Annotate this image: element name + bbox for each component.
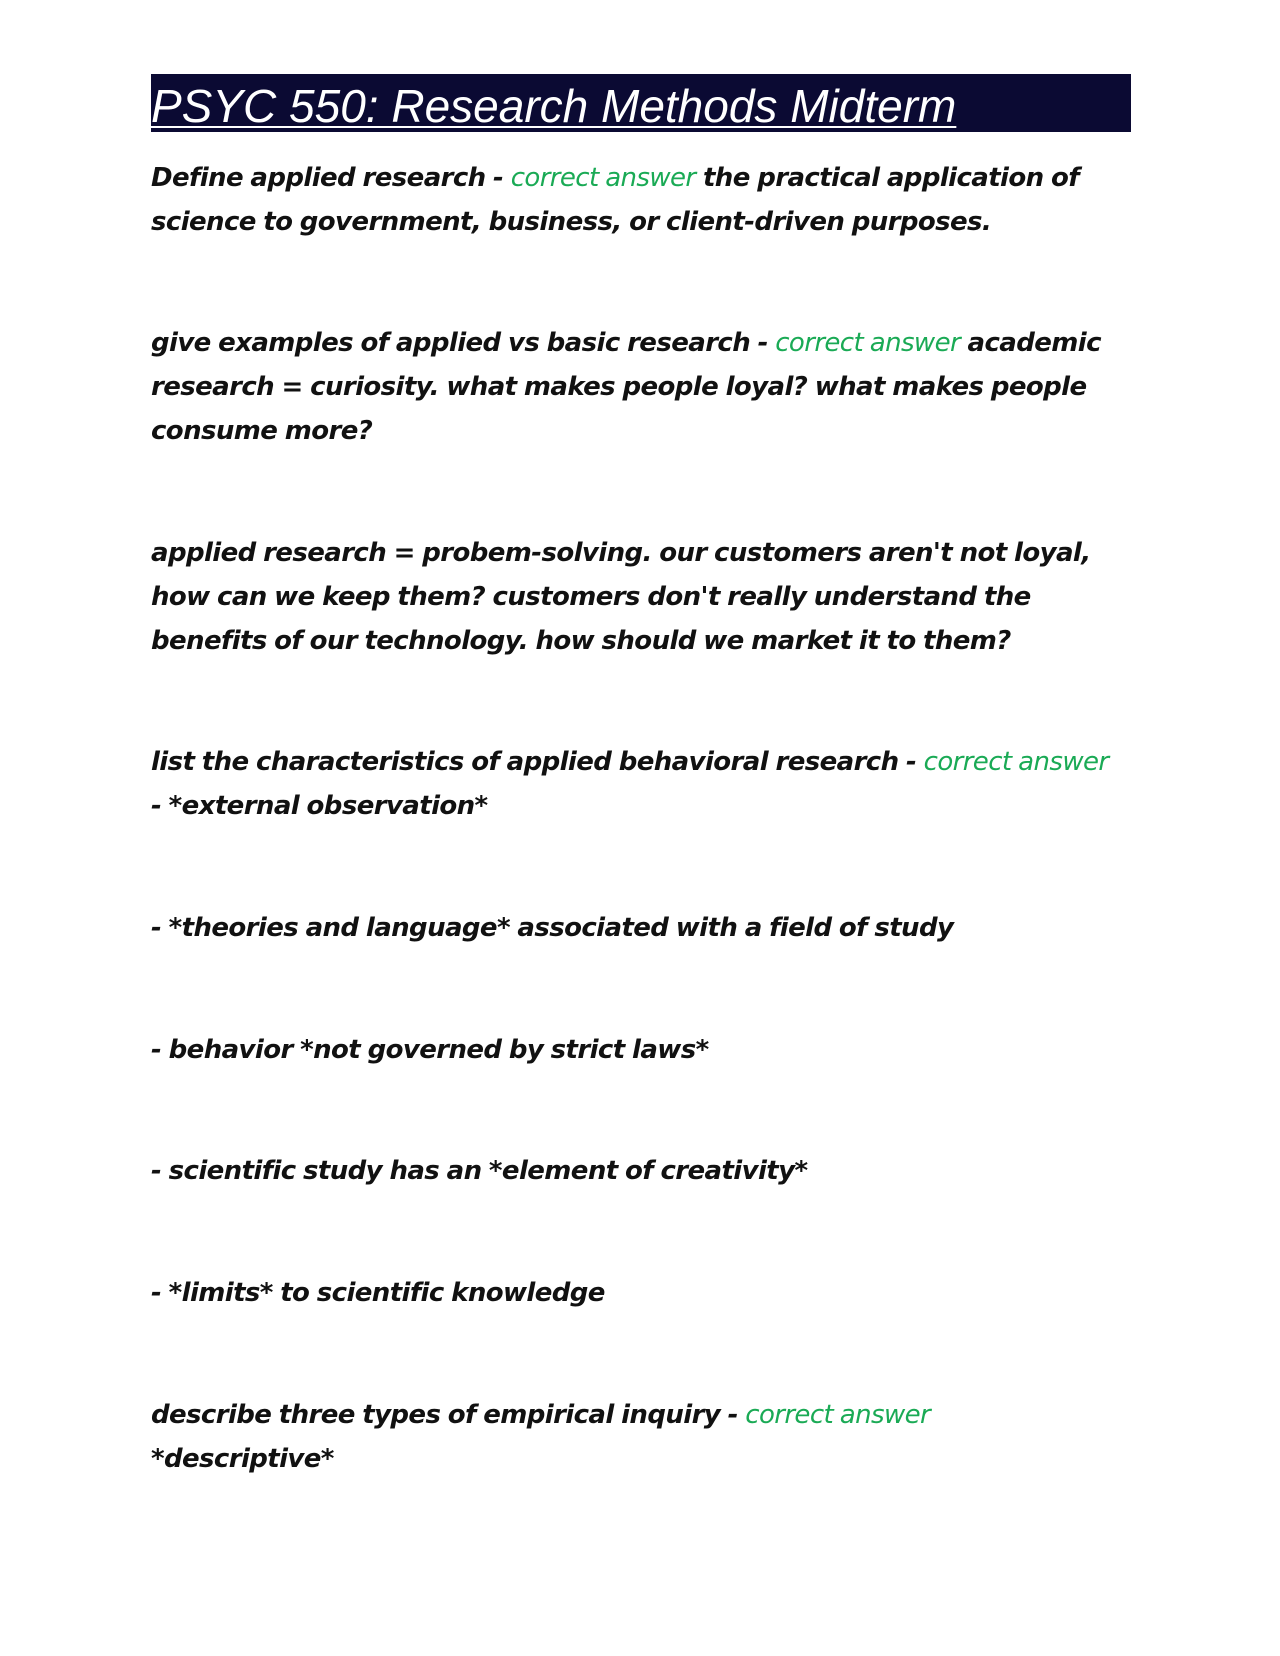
answer-text: applied research = probem-solving. our customers aren't not loyal, <box>151 538 1091 568</box>
answer-text: how can we keep them? customers don't really understand the <box>151 582 1031 612</box>
correct-answer-label: correct answer <box>923 747 1109 777</box>
bullet-text: - *limits* to scientific knowledge <box>151 1278 605 1308</box>
bullet-text: - behavior *not governed by strict laws* <box>151 1035 709 1065</box>
answer-text: the practical application of <box>695 163 1079 193</box>
qa-item-applied-vs-basic <box>151 321 1101 453</box>
correct-answer-label: correct answer <box>745 1400 931 1430</box>
correct-answer-label: correct answer <box>510 163 696 193</box>
document-title: PSYC 550: Research Methods Midterm <box>151 80 957 132</box>
question-text: list the characteristics of applied behavioral research - <box>151 747 924 777</box>
answer-text: consume more? <box>151 416 373 446</box>
bullet-text: - *theories and language* associated with a field of study <box>151 913 954 943</box>
answer-text: benefits of our technology. how should we market it to them? <box>151 626 1011 656</box>
question-text: describe three types of empirical inquiry - <box>151 1400 746 1430</box>
bullet-text: - scientific study has an *element of creativity* <box>151 1156 808 1186</box>
question-text: Define applied research - <box>151 163 511 193</box>
list-item <box>151 906 953 950</box>
correct-answer-label: correct answer <box>775 328 961 358</box>
list-item <box>151 1149 807 1193</box>
answer-text: *descriptive* <box>151 1444 334 1474</box>
answer-text: research = curiosity. what makes people loyal? what makes people <box>151 372 1087 402</box>
answer-text: academic <box>960 328 1101 358</box>
question-text: give examples of applied vs basic research - <box>151 328 776 358</box>
document-page <box>151 74 1131 1474</box>
answer-continuation <box>151 531 1091 663</box>
qa-item-applied-research <box>151 156 1079 244</box>
list-item <box>151 1271 605 1315</box>
qa-item-empirical-inquiry <box>151 1393 930 1481</box>
list-item <box>151 1028 709 1072</box>
answer-text: - *external observation* <box>151 791 488 821</box>
qa-item-characteristics <box>151 740 1108 828</box>
answer-text: science to government, business, or client-driven purposes. <box>151 207 992 237</box>
title-bar <box>151 74 1131 132</box>
